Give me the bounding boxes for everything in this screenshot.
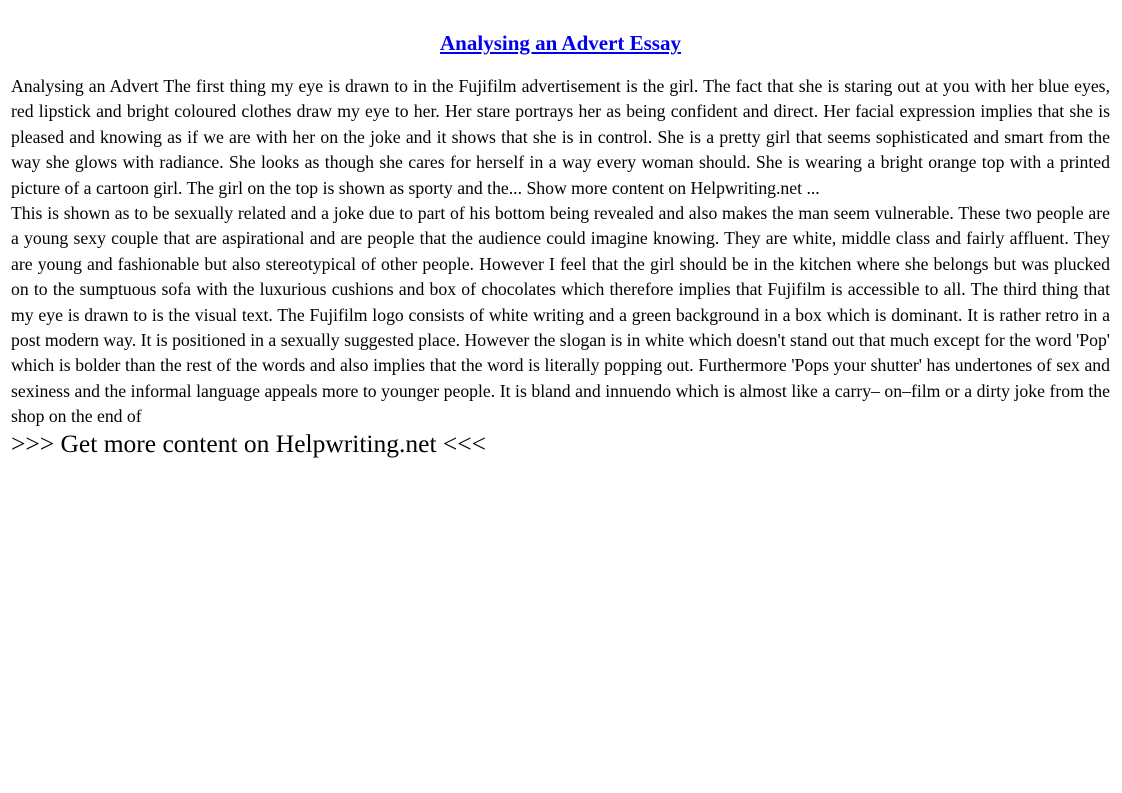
document-body [11,74,1110,430]
get-more-content-link[interactable]: >>> Get more content on Helpwriting.net <<< [11,428,487,458]
document-title-link[interactable]: Analysing an Advert Essay [440,31,681,55]
title-container [11,0,1110,62]
body-paragraph-1: Analysing an Advert The first thing my eye is drawn to in the Fujifilm advertisement is the girl. The fact that she is staring out at you with her blue eyes, red lipstick and bright coloured clothes draw my eye to her. Her stare portrays her as being confident and direct. Her facial expression implies that she is pleased and knowing as if we are with her on the joke and it shows that she is in control. She is a pretty girl that seems sophisticated and smart from the way she glows with radiance. She looks as though she cares for herself in a way every woman should. She is wearing a bright orange top with a printed picture of a cartoon girl. The girl on the top is shown as sporty and the... Show more content on Helpwriting.net ... [11,76,1110,198]
body-paragraph-2: This is shown as to be sexually related and a joke due to part of his bottom being revealed and also makes the man seem vulnerable. These two people are a young sexy couple that are aspirational and are people that the audience could imagine knowing. They are white, middle class and fairly affluent. They are young and fashionable but also stereotypical of other people. However I feel that the girl should be in the kitchen where she belongs but was plucked on to the sumptuous sofa with the luxurious cushions and box of chocolates which therefore implies that Fujifilm is accessible to all. The third thing that my eye is drawn to is the visual text. The Fujifilm logo consists of white writing and a green background in a box which is dominant. It is rather retro in a post modern way. It is positioned in a sexually suggested place. However the slogan is in white which doesn't stand out that much except for the word 'Pop' which is bolder than the rest of the words and also implies that the word is literally popping out. Furthermore 'Pops your shutter' has undertones of sex and sexiness and the informal language appeals more to younger people. It is bland and innuendo which is almost like a carry– on–film or a dirty joke from the shop on the end of [11,203,1110,427]
